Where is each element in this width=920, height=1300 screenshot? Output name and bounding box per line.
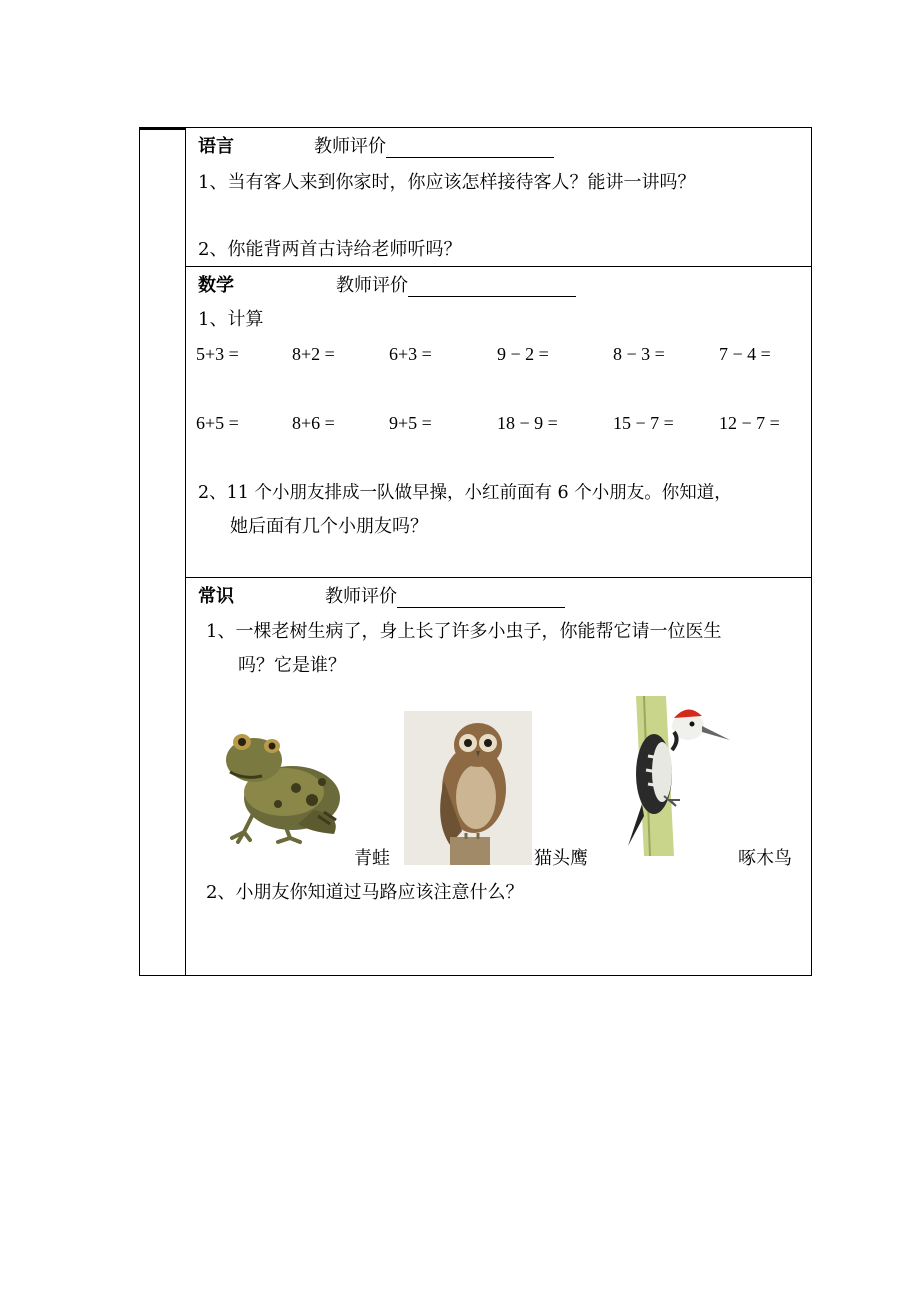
- calc-item: 12 − 7 =: [719, 413, 780, 433]
- frog-image: [214, 720, 350, 848]
- common-title: 常识: [198, 586, 234, 607]
- calc-item: 5+3 =: [196, 344, 239, 364]
- common-section: [186, 578, 811, 977]
- common-q1-line1: 1、一棵老树生病了，身上长了许多小虫子，你能帮它请一位医生: [206, 621, 722, 642]
- calc-item: 7 − 4 =: [719, 344, 771, 364]
- woodpecker-image: [614, 696, 734, 856]
- left-column: [140, 128, 186, 975]
- common-eval-blank[interactable]: [397, 589, 565, 608]
- math-section: [186, 267, 811, 578]
- math-q1-label: 1、计算: [198, 309, 264, 330]
- common-q2: 2、小朋友你知道过马路应该注意什么？: [206, 882, 524, 903]
- language-title: 语言: [198, 136, 234, 157]
- language-q2: 2、你能背两首古诗给老师听吗？: [198, 239, 462, 260]
- calc-item: 9 − 2 =: [497, 344, 549, 364]
- owl-image: [404, 711, 532, 865]
- frog-caption: 青蛙: [354, 848, 390, 869]
- calc-item: 18 − 9 =: [497, 413, 558, 433]
- calc-item: 8 − 3 =: [613, 344, 665, 364]
- language-eval-label: 教师评价: [314, 136, 554, 158]
- math-q2-line2: 她后面有几个小朋友吗？: [230, 516, 428, 537]
- woodpecker-caption: 啄木鸟: [738, 848, 792, 869]
- calc-item: 6+3 =: [389, 344, 432, 364]
- calc-item: 8+6 =: [292, 413, 335, 433]
- language-section: [186, 128, 811, 267]
- calc-item: 9+5 =: [389, 413, 432, 433]
- math-eval-label: 教师评价: [336, 275, 576, 297]
- calc-item: 8+2 =: [292, 344, 335, 364]
- common-eval-label: 教师评价: [325, 586, 565, 608]
- calc-item: 6+5 =: [196, 413, 239, 433]
- math-eval-blank[interactable]: [408, 278, 576, 297]
- common-q1-line2: 吗？它是谁？: [238, 655, 346, 676]
- owl-caption: 猫头鹰: [534, 848, 588, 869]
- language-eval-blank[interactable]: [386, 139, 554, 158]
- math-q2-line1: 2、11 个小朋友排成一队做早操，小红前面有 6 个小朋友。你知道，: [198, 483, 732, 503]
- worksheet-table: [139, 127, 812, 976]
- calc-item: 15 − 7 =: [613, 413, 674, 433]
- language-q1: 1、当有客人来到你家时，你应该怎样接待客人？能讲一讲吗？: [198, 172, 696, 193]
- math-title: 数学: [198, 275, 234, 296]
